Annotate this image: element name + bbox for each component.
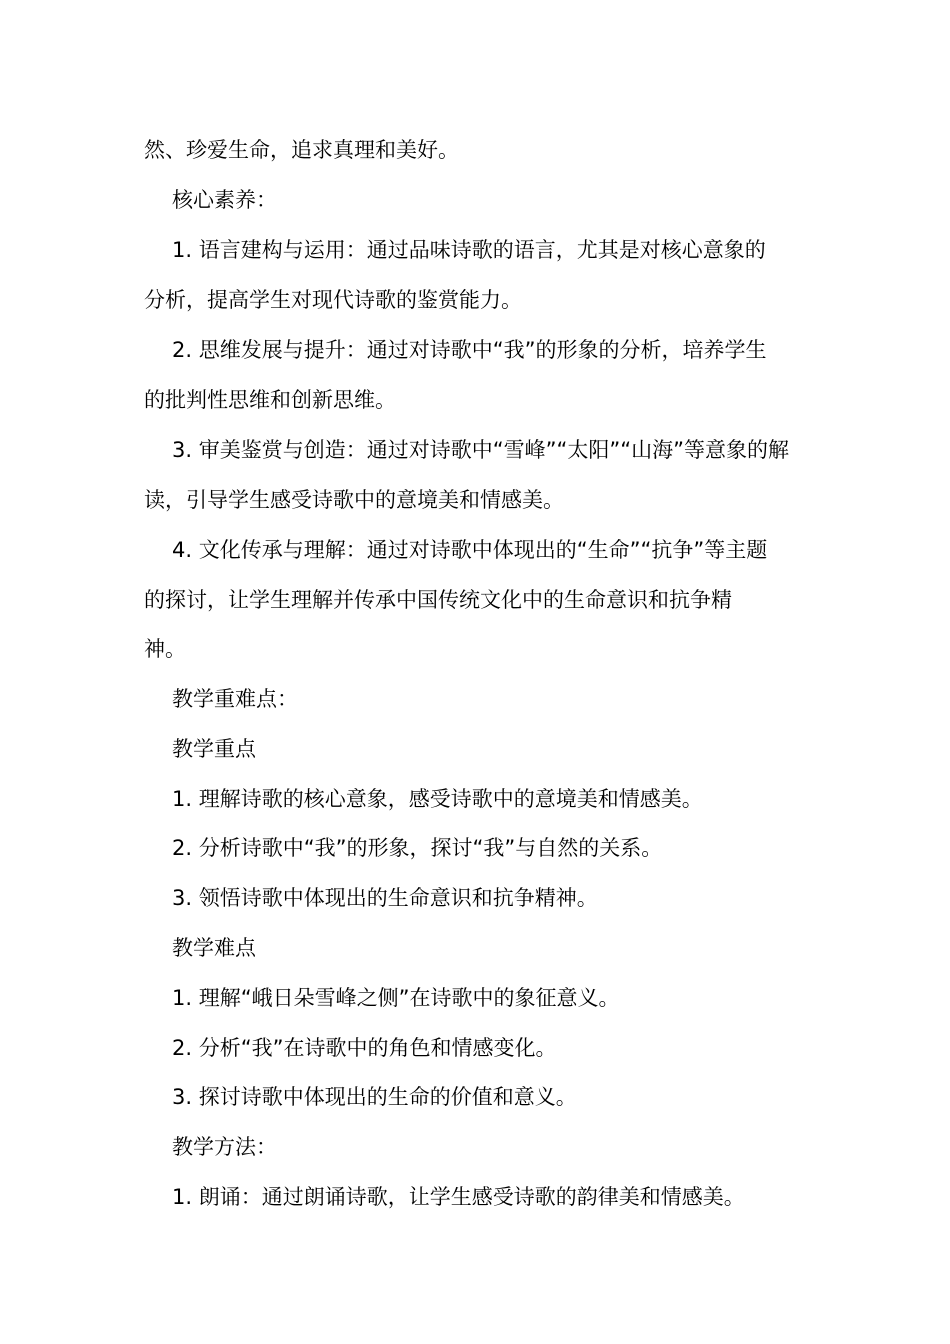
- list-item: 1. 朗诵：通过朗诵诗歌，让学生感受诗歌的韵律美和情感美。: [172, 1185, 745, 1209]
- subheading-difficult-points: 教学难点: [172, 936, 256, 960]
- text-line: 神。: [144, 637, 186, 661]
- text-line: 的批判性思维和创新思维。: [144, 388, 396, 412]
- list-item: 1. 理解“峨日朵雪峰之侧”在诗歌中的象征意义。: [172, 986, 620, 1010]
- text-line: 2. 思维发展与提升：通过对诗歌中“我”的形象的分析，培养学生: [172, 338, 767, 362]
- text-line: 3. 审美鉴赏与创造：通过对诗歌中“雪峰”“太阳”“山海”等意象的解: [172, 438, 789, 462]
- text-line: 然、珍爱生命，追求真理和美好。: [144, 138, 459, 162]
- list-item: 2. 分析“我”在诗歌中的角色和情感变化。: [172, 1036, 557, 1060]
- list-item: 3. 领悟诗歌中体现出的生命意识和抗争精神。: [172, 886, 598, 910]
- section-heading-key-difficult-points: 教学重难点：: [172, 687, 298, 711]
- text-line: 4. 文化传承与理解：通过对诗歌中体现出的“生命”“抗争”等主题: [172, 538, 768, 562]
- text-line: 的探讨，让学生理解并传承中国传统文化中的生命意识和抗争精: [144, 588, 732, 612]
- section-heading-teaching-methods: 教学方法：: [172, 1135, 277, 1159]
- subheading-key-points: 教学重点: [172, 737, 256, 761]
- section-heading-core-literacy: 核心素养：: [172, 188, 277, 212]
- text-line: 读，引导学生感受诗歌中的意境美和情感美。: [144, 488, 564, 512]
- list-item: 2. 分析诗歌中“我”的形象，探讨“我”与自然的关系。: [172, 836, 663, 860]
- list-item: 1. 理解诗歌的核心意象，感受诗歌中的意境美和情感美。: [172, 787, 703, 811]
- text-line: 1. 语言建构与运用：通过品味诗歌的语言，尤其是对核心意象的: [172, 238, 766, 262]
- list-item: 3. 探讨诗歌中体现出的生命的价值和意义。: [172, 1085, 577, 1109]
- text-line: 分析，提高学生对现代诗歌的鉴赏能力。: [144, 288, 522, 312]
